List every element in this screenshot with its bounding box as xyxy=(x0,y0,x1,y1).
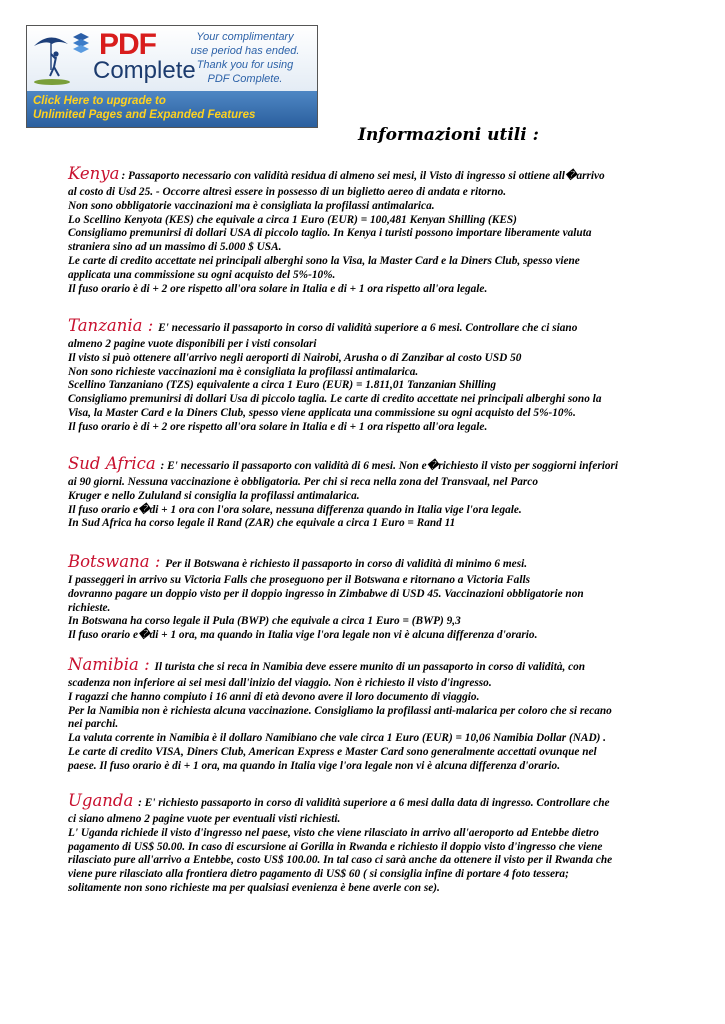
section-intro-line xyxy=(68,316,668,338)
section-text: Lo Scellino Kenyota (KES) che equivale a circa 1 Euro (EUR) = 100,481 Kenyan Shilling (KES) xyxy=(68,213,517,226)
info-section xyxy=(68,454,668,531)
section-text-line xyxy=(68,574,668,588)
section-text-line xyxy=(68,705,668,719)
section-text: E' necessario il passaporto in corso di validità superiore a 6 mesi. Controllare che ci siano xyxy=(155,322,578,334)
section-text: L' Uganda richiede il visto d'ingresso nel paese, visto che viene rilasciato in arrivo all'aeroporto ad Entebbe dietro xyxy=(68,826,599,839)
section-text-line xyxy=(68,379,668,393)
info-section xyxy=(68,552,668,643)
section-text: applicata una commissione su ogni acquisto del 5%-10%. xyxy=(68,268,336,281)
section-text: Kruger e nello Zululand si consiglia la profilassi antimalarica. xyxy=(68,489,360,502)
section-text: viene pure rilasciato alla frontiera dietro pagamento di US$ 60 ( si consiglia infine di portare 4 foto tessera; xyxy=(68,868,569,881)
section-text-line xyxy=(68,338,668,352)
section-text: : E' necessario il passaporto con validità di 6 mesi. Non e�richiesto il visto per soggiorni inferiori xyxy=(157,460,619,472)
section-intro-line xyxy=(68,655,668,677)
promo-line: Your complimentary xyxy=(196,31,294,43)
section-text-line xyxy=(68,490,668,504)
section-text-line xyxy=(68,718,668,732)
promo-line: PDF Complete. xyxy=(207,73,283,85)
section-text-line xyxy=(68,269,668,283)
upgrade-line[interactable]: Click Here to upgrade to xyxy=(33,95,166,107)
section-heading: Uganda xyxy=(68,791,134,810)
section-text-line xyxy=(68,200,668,214)
section-text: : E' richiesto passaporto in corso di validità superiore a 6 mesi dalla data di ingresso. Controllare che xyxy=(135,797,610,809)
section-text-line xyxy=(68,602,668,616)
umbrella-person-icon xyxy=(30,30,74,86)
section-text-line xyxy=(68,227,668,241)
section-text: Scellino Tanzaniano (TZS) equivalente a circa 1 Euro (EUR) = 1.811,01 Tanzanian Shilling xyxy=(68,379,497,392)
section-intro-line xyxy=(68,552,668,574)
pdf-layers-icon xyxy=(71,32,91,54)
promo-line: Thank you for using xyxy=(196,59,294,71)
section-intro-line xyxy=(68,454,668,476)
upgrade-banner[interactable] xyxy=(26,25,318,128)
section-text: Non sono richieste vaccinazioni ma è consigliata la profilassi antimalarica. xyxy=(68,365,419,378)
section-intro-line xyxy=(68,791,668,813)
section-text: al costo di Usd 25. - Occorre altresì essere in possesso di un biglietto aereo di andata e ritorno. xyxy=(68,186,507,198)
section-text: rilasciato pure all'arrivo a Entebbe, costo US$ 100.00. In tal caso ci sarà anche da ottenere il visto per il Rwanda che xyxy=(68,854,613,867)
section-text: Per la Namibia non è richiesta alcuna vaccinazione. Consigliamo la profilassi anti-malarica per coloro che si recano xyxy=(68,704,612,717)
section-text: I passeggeri in arrivo su Victoria Falls che proseguono per il Botswana e ritornano a Victoria Falls xyxy=(68,574,530,586)
section-text-line xyxy=(68,841,668,855)
section-text: Visa, la Master Card e la Diners Club, spesso viene applicata una commissione su ogni acquisto del 5%-10%. xyxy=(68,406,576,419)
section-text-line xyxy=(68,504,668,518)
section-text: richieste. xyxy=(68,601,111,614)
section-text-line xyxy=(68,255,668,269)
section-text-line xyxy=(68,366,668,380)
section-text: Consigliamo premunirsi di dollari Usa di piccolo taglia. Le carte di credito accettate nei principali alberghi sono la xyxy=(68,393,602,406)
section-text: ai 90 giorni. Nessuna vaccinazione è obbligatoria. Per chi si reca nella zona del Transvaal, nel Parco xyxy=(68,476,538,488)
section-text: Il fuso orario è di + 2 ore rispetto all'ora solare in Italia e di + 1 ora rispetto all'ora legale. xyxy=(68,420,488,433)
section-text: pagamento di US$ 50.00. In caso di escursione ai Gorilla in Rwanda e richiesto il doppio visto d'ingresso che viene xyxy=(68,840,603,853)
section-text: In Sud Africa ha corso legale il Rand (ZAR) che equivale a circa 1 Euro = Rand 11 xyxy=(68,517,456,530)
section-text: paese. Il fuso orario è di + 1 ora, ma quando in Italia vige l'ora legale non vi è alcuna differenza d'orario. xyxy=(68,759,561,772)
section-text-line xyxy=(68,214,668,228)
section-text-line xyxy=(68,421,668,435)
section-text: La valuta corrente in Namibia è il dollaro Namibiano che vale circa 1 Euro (EUR) = 10,06 Namibia Dollar (NAD) . xyxy=(68,732,607,745)
section-text: almeno 2 pagine vuote disponibili per i visti consolari xyxy=(68,338,317,350)
section-text-line xyxy=(68,760,668,774)
section-text-line xyxy=(68,629,668,643)
section-text: I ragazzi che hanno compiuto i 16 anni di età devono avere il loro documento di viaggio. xyxy=(68,690,480,703)
section-heading: Tanzania : xyxy=(68,316,154,335)
section-text: Non sono obbligatorie vaccinazioni ma è consigliata la profilassi antimalarica. xyxy=(68,199,435,212)
section-text-line xyxy=(68,691,668,705)
section-text-line xyxy=(68,407,668,421)
section-text: dovranno pagare un doppio visto per il doppio ingresso in Zimbabwe di USD 45. Vaccinazioni obbligatorie non xyxy=(68,587,584,600)
section-text: Il visto si può ottenere all'arrivo negli aeroporti di Nairobi, Arusha o di Zanzibar al costo USD 50 xyxy=(68,351,522,364)
section-text: ci siano almeno 2 pagine vuote per eventuali visti richiesti. xyxy=(68,813,341,825)
section-text-line xyxy=(68,352,668,366)
section-text-line xyxy=(68,241,668,255)
section-text: Le carte di credito VISA, Diners Club, American Express e Master Card sono generalmente accettati ovunque nel xyxy=(68,745,597,758)
section-heading: Namibia : xyxy=(68,655,150,674)
section-text-line xyxy=(68,517,668,531)
section-text-line xyxy=(68,882,668,896)
section-text: Il fuso orario e�di + 1 ora con l'ora solare, nessuna differenza quando in Italia vige l'ora legale. xyxy=(68,503,522,516)
document-title: Informazioni utili : xyxy=(358,125,539,145)
section-text-line xyxy=(68,732,668,746)
info-section xyxy=(68,164,668,296)
section-text-line xyxy=(68,283,668,297)
section-text: Il turista che si reca in Namibia deve essere munito di un passaporto in corso di validità, con xyxy=(151,661,586,673)
section-text: scadenza non inferiore ai sei mesi dall'inizio del viaggio. Non è richiesto il visto d'ingresso. xyxy=(68,677,492,689)
section-text-line xyxy=(68,854,668,868)
section-text: nei parchi. xyxy=(68,718,119,731)
section-text: Il fuso orario è di + 2 ore rispetto all'ora solare in Italia e di + 1 ora rispetto all'ora legale. xyxy=(68,282,488,295)
info-section xyxy=(68,316,668,435)
section-text: In Botswana ha corso legale il Pula (BWP) che equivale a circa 1 Euro = (BWP) 9,3 xyxy=(68,615,461,628)
section-text-line xyxy=(68,588,668,602)
section-text-line xyxy=(68,746,668,760)
section-text-line xyxy=(68,677,668,691)
promo-line: use period has ended. xyxy=(190,45,300,57)
section-text: solitamente non sono richieste ma per qualsiasi evenienza è bene averle con se). xyxy=(68,881,440,894)
upgrade-line[interactable]: Unlimited Pages and Expanded Features xyxy=(33,109,256,121)
section-text: Consigliamo premunirsi di dollari USA di piccolo taglio. In Kenya i turisti possono importare liberamente valuta xyxy=(68,227,592,240)
section-intro-line xyxy=(68,164,668,186)
section-heading: Botswana : xyxy=(68,552,161,571)
section-text-line xyxy=(68,393,668,407)
section-heading: Kenya xyxy=(68,164,120,183)
info-section xyxy=(68,655,668,774)
section-text-line xyxy=(68,615,668,629)
logo-pdf-text: PDF xyxy=(99,28,156,61)
info-section xyxy=(68,791,668,896)
logo-complete-text: Complete xyxy=(93,57,196,84)
section-text-line xyxy=(68,813,668,827)
section-text: : Passaporto necessario con validità residua di almeno sei mesi, il Visto di ingresso si ottiene all�arrivo xyxy=(121,170,605,182)
section-text: Le carte di credito accettate nei principali alberghi sono la Visa, la Master Card e la Diners Club, spesso viene xyxy=(68,254,580,267)
section-text: straniera sino ad un massimo di 5.000 $ USA. xyxy=(68,241,282,254)
section-heading: Sud Africa xyxy=(68,454,156,473)
section-text: Per il Botswana è richiesto il passaporto in corso di validità di minimo 6 mesi. xyxy=(162,558,528,570)
section-text-line xyxy=(68,868,668,882)
upgrade-link[interactable] xyxy=(33,94,255,122)
promo-message xyxy=(181,30,309,86)
section-text-line xyxy=(68,827,668,841)
section-text-line xyxy=(68,186,668,200)
section-text-line xyxy=(68,476,668,490)
section-text: Il fuso orario e�di + 1 ora, ma quando in Italia vige l'ora legale non vi è alcuna differenza d'orario. xyxy=(68,629,538,642)
